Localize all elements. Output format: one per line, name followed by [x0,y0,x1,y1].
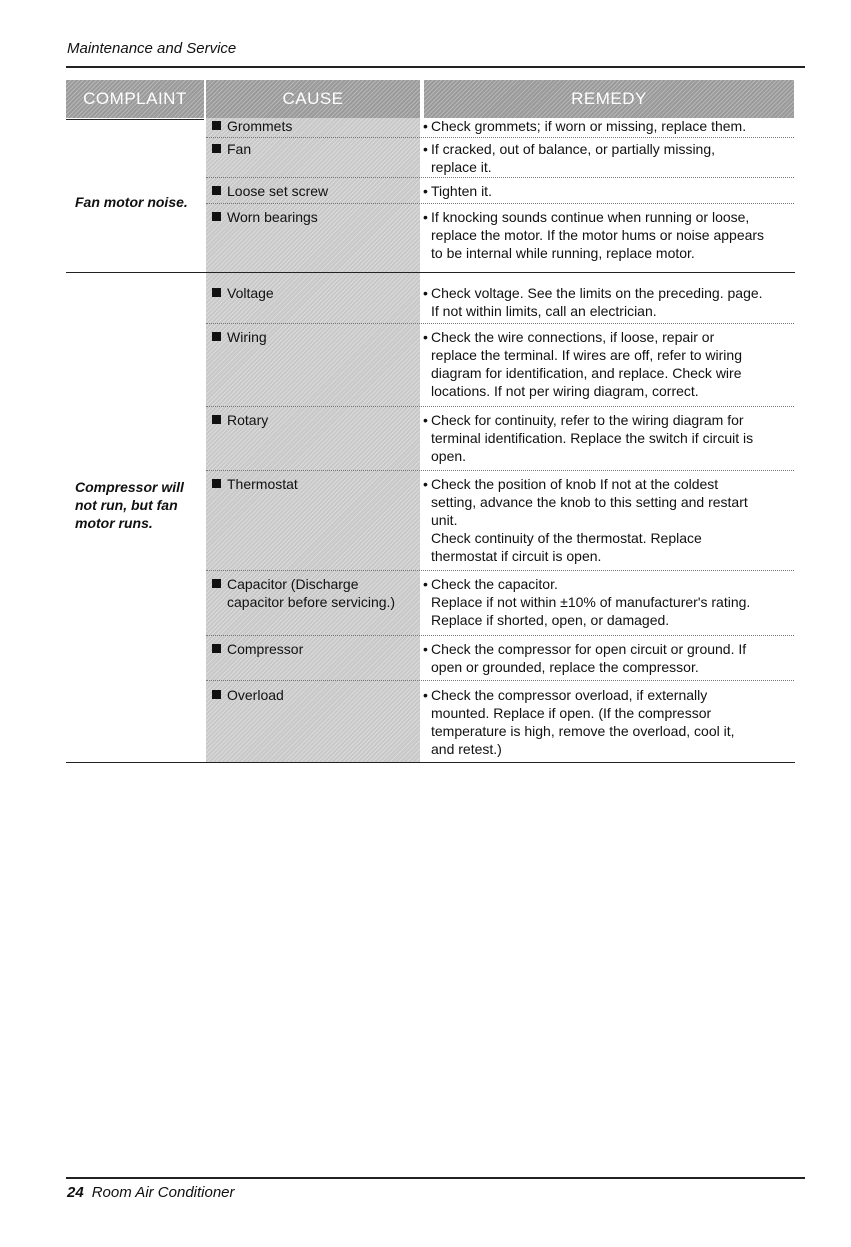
row-divider [206,406,794,407]
remedy-item: • Check voltage. See the limits on the preceding. page. If not within limits, call an electrician. [423,285,763,319]
square-bullet-icon [212,212,221,221]
remedy-item: • Check the position of knob If not at the coldest setting, advance the knob to this setting and restart unit. Check continuity of the thermostat. Replace thermostat if circuit is open. [423,476,748,564]
bullet-icon: • [423,183,428,199]
bullet-icon: • [423,412,428,428]
remedy-item: • Check for continuity, refer to the wiring diagram for terminal identification. Replace the switch if circuit is open. [423,412,754,464]
column-header-cause: CAUSE [206,80,420,118]
square-bullet-icon [212,579,221,588]
square-bullet-icon [212,415,221,424]
square-bullet-icon [212,144,221,153]
square-bullet-icon [212,644,221,653]
remedy-item: • Check the compressor for open circuit or ground. If open or grounded, replace the compressor. [423,641,747,675]
square-bullet-icon [212,332,221,341]
remedy-item: • Check grommets; if worn or missing, replace them. [423,118,747,134]
bullet-icon: • [423,285,428,301]
table-rule-bottom [66,762,795,763]
bullet-icon: • [423,641,428,657]
row-divider [206,635,794,636]
page-footer [67,1184,235,1201]
bullet-icon: • [423,209,428,225]
bullet-icon: • [423,141,428,157]
remedy-item: • Tighten it. [423,183,492,199]
cause-item: Rotary [212,411,418,429]
cause-item: Compressor [212,640,418,658]
page-number: 24 [67,1184,84,1201]
row-divider [206,323,794,324]
square-bullet-icon [212,690,221,699]
row-divider [206,137,794,138]
square-bullet-icon [212,288,221,297]
table-rule-group-divider [66,272,795,273]
column-header-remedy: REMEDY [424,80,794,118]
row-divider [206,203,794,204]
remedy-item: • Check the compressor overload, if externally mounted. Replace if open. (If the compressor temperature is high, remove the overload, cool it, and retest.) [423,687,735,757]
cause-item: Fan [212,140,418,158]
row-divider [206,680,794,681]
cause-item: Overload [212,686,418,704]
cause-item: Capacitor (Discharge capacitor before servicing.) [212,575,418,611]
remedy-item: • Check the capacitor. Replace if not within ±10% of manufacturer's rating. Replace if shorted, open, or damaged. [423,576,751,628]
footer-rule [66,1177,805,1179]
remedy-item: • If cracked, out of balance, or partially missing, replace it. [423,141,716,175]
square-bullet-icon [212,121,221,130]
cause-item: Wiring [212,328,418,346]
table-rule-top [66,119,204,120]
bullet-icon: • [423,687,428,703]
cause-item: Grommets [212,117,418,135]
complaint-compressor-will-not-run: Compressor will not run, but fan motor runs. [75,479,184,531]
row-divider [206,470,794,471]
cause-item: Loose set screw [212,182,418,200]
row-divider [206,177,794,178]
bullet-icon: • [423,576,428,592]
cause-item: Thermostat [212,475,418,493]
complaint-fan-motor-noise: Fan motor noise. [75,194,188,210]
square-bullet-icon [212,186,221,195]
row-divider [206,570,794,571]
column-header-complaint: COMPLAINT [66,80,204,118]
square-bullet-icon [212,479,221,488]
page-section-title: Maintenance and Service [67,40,237,57]
remedy-item: • If knocking sounds continue when running or loose, replace the motor. If the motor hums or noise appears to be internal while running, replace motor. [423,209,765,261]
bullet-icon: • [423,476,428,492]
header-rule [66,66,805,68]
cause-item: Worn bearings [212,208,418,226]
footer-title: Room Air Conditioner [91,1184,235,1201]
remedy-item: • Check the wire connections, if loose, repair or replace the terminal. If wires are off, refer to wiring diagram for identification, and replace. Check wire locations. If not per wiring diagram, correct. [423,329,742,399]
bullet-icon: • [423,329,428,345]
bullet-icon: • [423,118,428,134]
cause-item: Voltage [212,284,418,302]
